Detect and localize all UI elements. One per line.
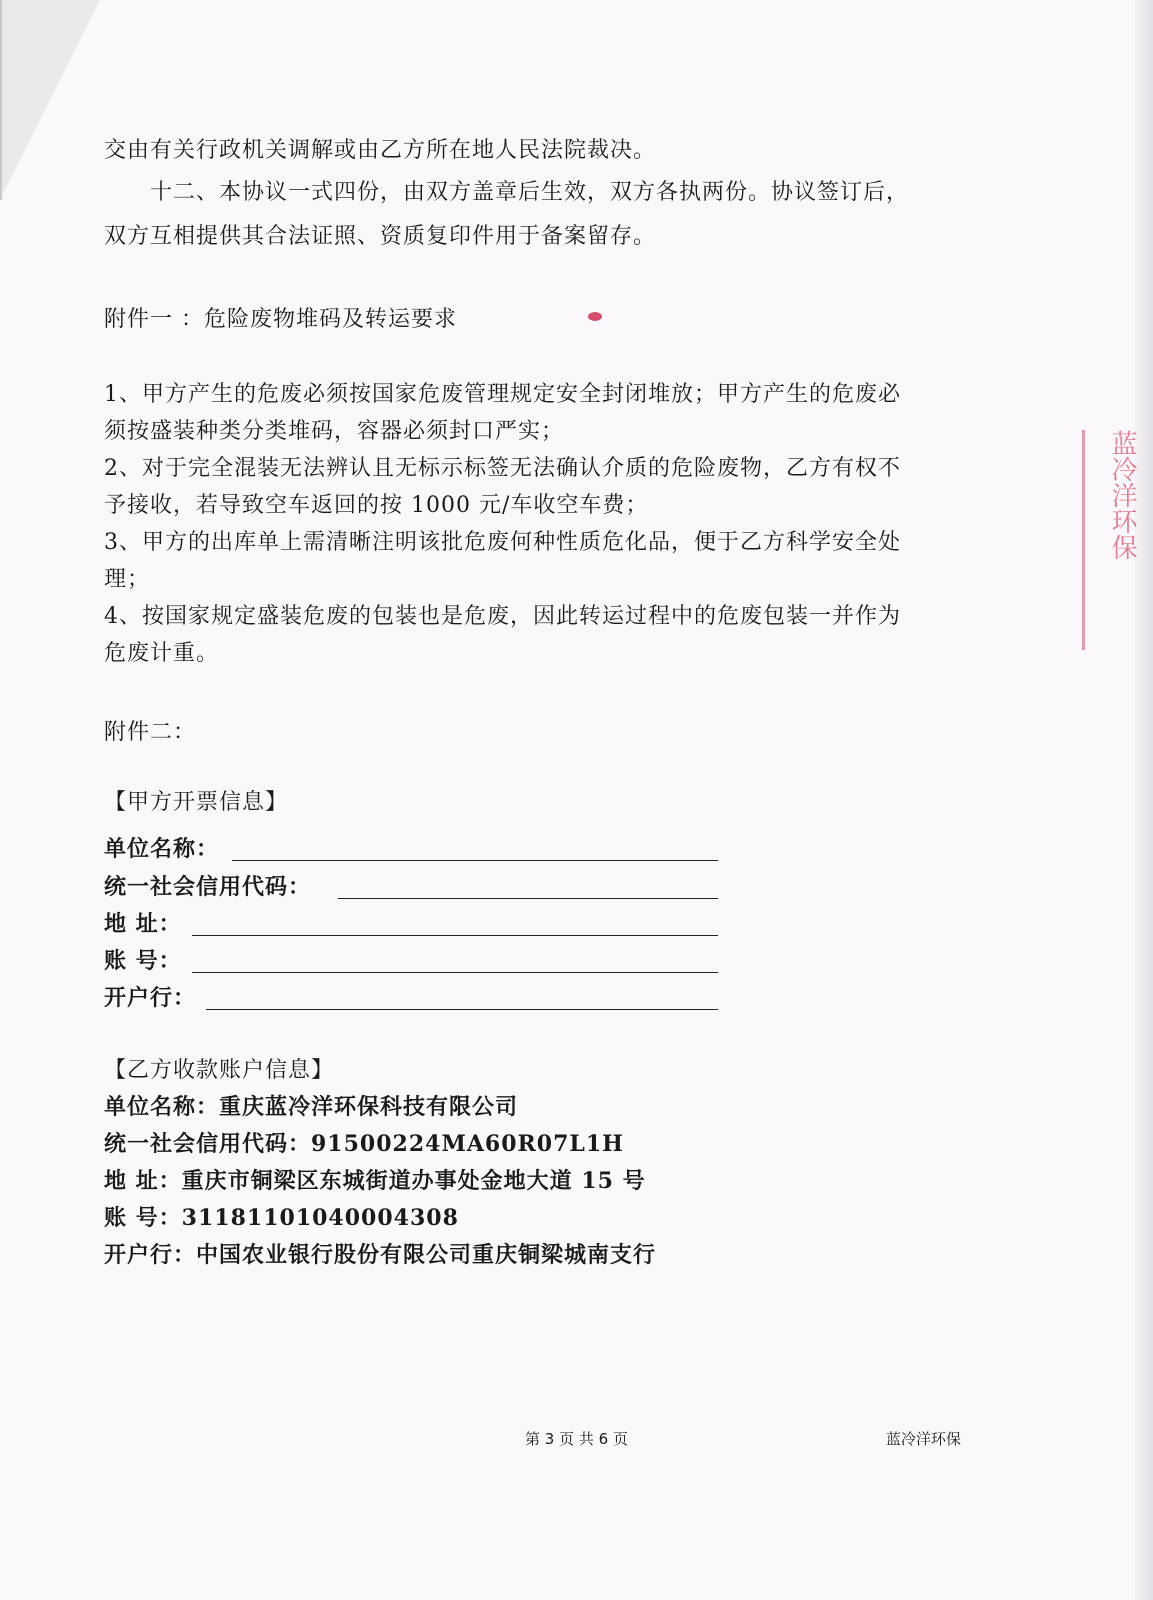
party-a-unit-label: 单位名称： (104, 836, 220, 862)
party-a-unit-field (232, 860, 718, 861)
party-a-credit-field (338, 898, 718, 899)
folded-corner (0, 0, 100, 200)
party-a-account-field (192, 972, 718, 973)
party-a-bank-label: 开户行： (104, 985, 197, 1011)
party-a-address-label: 地 址： (104, 911, 182, 937)
annex1-item-line: 4、按国家规定盛装危废的包装也是危废，因此转运过程中的危废包装一并作为 (104, 604, 901, 629)
footer-brand: 蓝冷洋环保 (886, 1430, 962, 1448)
annex2-title: 附件二： (104, 720, 197, 745)
annex1-item-line: 危废计重。 (104, 641, 220, 666)
party-a-address-field (192, 935, 718, 936)
party-b-bank: 开户行：中国农业银行股份有限公司重庆铜梁城南支行 (104, 1242, 657, 1268)
party-b-address: 地 址：重庆市铜梁区东城街道办事处金地大道 15 号 (104, 1168, 646, 1194)
party-b-heading: 【乙方收款账户信息】 (104, 1058, 335, 1083)
party-a-bank-field (206, 1009, 718, 1010)
annex1-item-line: 理； (104, 567, 151, 592)
annex1-item-line: 2、对于完全混装无法辨认且无标示标签无法确认介质的危险废物，乙方有权不 (104, 456, 901, 481)
annex1-title: 附件一 ：危险废物堆码及转运要求 (104, 307, 457, 332)
clause-12-line1: 十二、本协议一式四份，由双方盖章后生效，双方各执两份。协议签订后， (150, 180, 910, 205)
annex1-item-line: 3、甲方的出库单上需清晰注明该批危废何种性质危化品，便于乙方科学安全处 (104, 530, 901, 555)
party-b-account: 账 号：31181101040004308 (104, 1205, 459, 1231)
page-number: 第 3 页 共 6 页 (525, 1430, 628, 1448)
clause-12-line2: 双方互相提供其合法证照、资质复印件用于备案留存。 (104, 224, 657, 249)
party-a-heading: 【甲方开票信息】 (104, 790, 289, 815)
seal-stamp: 蓝冷洋环保 (1082, 430, 1142, 650)
party-b-unit: 单位名称：重庆蓝冷洋环保科技有限公司 (104, 1094, 519, 1120)
ink-mark (588, 312, 602, 321)
annex1-item-line: 1、甲方产生的危废必须按国家危废管理规定安全封闭堆放；甲方产生的危废必 (104, 382, 901, 407)
annex1-item-line: 予接收，若导致空车返回的按 1000 元/车收空车费； (104, 493, 649, 518)
page-edge (1135, 0, 1153, 1600)
corner-shadow (0, 0, 2, 200)
party-b-credit: 统一社会信用代码：91500224MA60R07L1H (104, 1131, 624, 1157)
clause-11-tail: 交由有关行政机关调解或由乙方所在地人民法院裁决。 (104, 138, 657, 163)
annex1-item-line: 须按盛装种类分类堆码，容器必须封口严实； (104, 419, 565, 444)
party-a-credit-label: 统一社会信用代码： (104, 874, 312, 900)
party-a-account-label: 账 号： (104, 948, 182, 974)
